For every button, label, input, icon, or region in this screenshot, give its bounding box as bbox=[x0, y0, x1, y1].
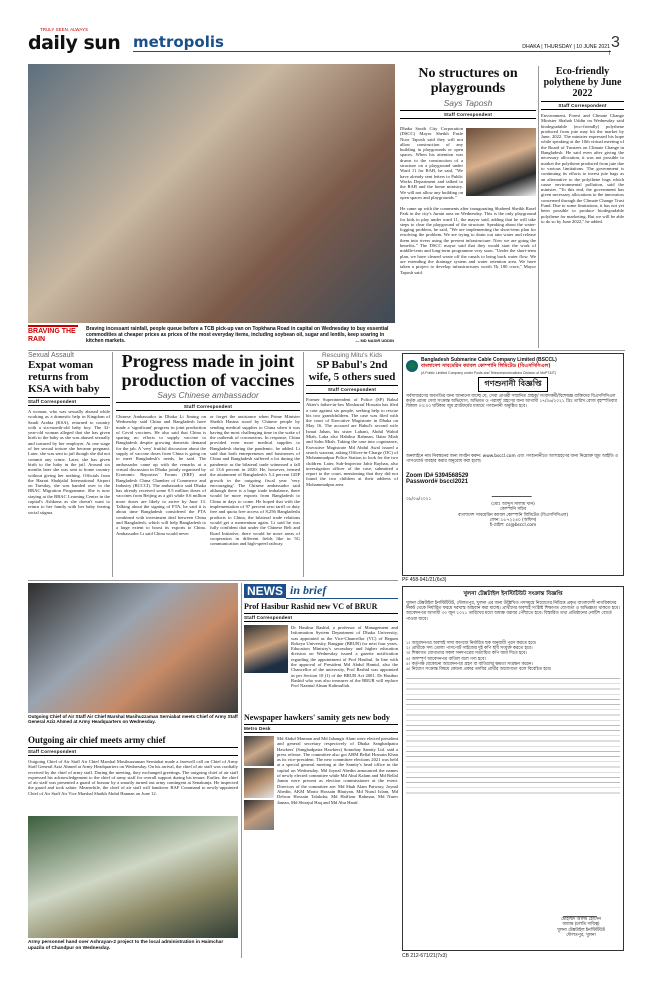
bsccl-ad bbox=[402, 353, 624, 576]
bsccl-signer-title: কোম্পানি সচিব bbox=[499, 507, 527, 513]
brief-label: in brief bbox=[286, 583, 398, 599]
airchief-caption: Outgoing Chief of Air Staff Air Chief Marshal Masihuzzaman Serniabat meets Chief of Army Staff General Aziz Ahmed at Army Headquarters on Wednesday. bbox=[28, 714, 238, 725]
expat-byline: Staff Correspondent bbox=[28, 397, 110, 406]
rescuing-headline: SP Babul's 2nd wife, 5 others sued bbox=[308, 359, 396, 383]
brief-item1-body: Dr Hasibur Rashid, a professor of Management and Information System Department of Dhaka University, was appointed as the Vice-Chancellor (VC) of Begum Rokeya University, Rangpur (BRUR) for next four years. Education Ministry's secondary and higher education division on Wednesday issued a gazette notification regarding the appointment of Prof Hasibul. In line with the approval of President Md Abdul Hamid, also the Chancellor of the university, Prof Rashid was appointed as per Section 10 (1) of the BRUR Act 2001. Dr Hasibur Rashid who was also treasurer of the BRUR will replace Prof Nazmul Ahsan Kalimullah. bbox=[291, 625, 398, 689]
masthead-logo bbox=[28, 32, 128, 54]
lead-photo-credit: — MD NASIR UDDIN bbox=[355, 338, 394, 343]
bsccl-zoom-id: Zoom ID# 5394568529 bbox=[406, 473, 469, 479]
expat-kicker: Sexual Assault bbox=[28, 352, 74, 359]
news-label: NEWS bbox=[244, 584, 286, 598]
bsccl-signer: (মোঃ আব্দুস সালাম খান) bbox=[491, 502, 535, 508]
airchief-body: Outgoing Chief of Air Staff Air Chief Marshal Masihuzzaman Serniabat made a farewell call on Chief of Army Staff General Aziz Ahmed at Army Headquarters on Wednesday. On his arrival, the chief of air staff was cordially received by the chief of army staff. During the meeting, they exchanged greetings. The outgoing chief of air staff expressed his acknowledgement to the chief of army staff for overall support during his tenure. Earlier, the chief of air staff was presented a guard of honour by a smartly turned out army contingent at Senakunja. He inspected the guard and took salute. Meanwhile, the chief of air staff will handover BAF Command to newly-appointed Chief of Air Staff Air Vice Marshal Shaikh Abdul Hannan on June 12. bbox=[28, 759, 238, 796]
textile-ad-item: ৬। নিয়োগ সংক্রান্ত বিষয়ে কোনো প্রকার তদবির প্রার্থীর অযোগ্যতা বলে বিবেচিত হবে। bbox=[406, 667, 552, 673]
textile-ad-filler bbox=[406, 675, 620, 795]
brief-item2-body: Md Abdul Mannan and Md Jahangir Alam were elected president and general secretary respectively of Dhaka Sangbadpatra Hawkers' (Sangbadpatra Hawkers) Somobay Samity Ltd. said a press release. The committee also got ABM Bellal Hossain Khan as its vice-president. The new committee elections 2021 was held at a special general meeting at the Samity's head office in the capital on Wednesday. Md Joynal Abedin announced the names of newly elected committee while Md Abul Kalam and Md Bellal Jamin were present as election commissioner at the event. Directors of the committee are: Md Shah Alam Patwary, Joynal Abedin, AKM Monir Hossain Bhuiyan, Md Nurul Islam, Md Delwar Hossain Talukdar, Md Haffizur Rahman, Md Nurer Jaman, Md Shirajul Haq and Md Abu Hanif. bbox=[277, 736, 398, 805]
textile-signature bbox=[563, 910, 600, 917]
airchief-story bbox=[28, 735, 238, 813]
section-title: metropolis bbox=[133, 33, 224, 51]
lead-kicker bbox=[28, 325, 78, 347]
rescuing-kicker: Rescuing Mitu's Kids bbox=[321, 352, 383, 359]
page-number: 3 bbox=[611, 34, 620, 51]
lead-photo-rain-queue bbox=[28, 64, 395, 323]
lead-caption bbox=[86, 326, 394, 348]
bsccl-email: ই-মেইল: cs@bsccl.com bbox=[489, 523, 537, 529]
brief-item2-byline: Metro Desk bbox=[244, 724, 398, 733]
textile-ad-item: ২। প্রার্থীকে সদ্য তোলা পাসপোর্ট সাইজের দুই কপি ছবি সংযুক্ত করতে হবে। bbox=[406, 646, 533, 652]
hasibur-photo bbox=[244, 625, 288, 673]
bsccl-date: ০৯/০৬/২০২১ bbox=[406, 497, 432, 502]
vaccine-col1: Chinese Ambassador in Dhaka Li Jiming on Wednesday said China and Bangladesh have made a 'significant' progress in joint production of Covid vaccines. He also said that China is sparing no efforts to supply vaccine to Bangladesh despite growing domestic demand for the jab. A 'very' fruitful discussion about the supply of vaccine doses from China is going on to meet Bangladesh's needs, he said. The ambassador came up with the remarks at a virtual discussion in Dhaka jointly organised by Economic Reporters' Forum (ERF) and Bangladesh China Chamber of Commerce and Industry (BCCCI). The ambassador said Dhaka has already received some 0.5 million doses of vaccines from Beijing as a gift while 0.6 million more doses are likely to arrive by June 13. Talking about the signing of FTA, he said it is about time Bangladesh considered the FTA combined with investment deal between China and Bangladesh, which will help Bangladesh to a large extent to boost its exports to China. Ambassador Li said China would never bbox=[116, 414, 206, 536]
lead-kicker-text: BRAVING THE RAIN bbox=[28, 328, 76, 343]
textile-signer: মোহাম্মদ আলম হোসেন bbox=[560, 917, 601, 923]
bsccl-phone: ফোন: ৮৮৭২২৪০ (অফিস) bbox=[489, 517, 537, 523]
textile-signer-title: অধ্যক্ষ (চলতি দায়িত্ব) bbox=[562, 922, 600, 928]
vaccine-byline: Staff Correspondent bbox=[116, 402, 300, 411]
news-brief bbox=[244, 583, 398, 958]
bsccl-signature bbox=[492, 489, 535, 497]
army-photo bbox=[28, 816, 238, 938]
mannan-photo bbox=[244, 736, 274, 766]
col-rule bbox=[538, 66, 539, 348]
bsccl-company: Bangladesh Submarine Cable Company Limited (BSCCL) bbox=[421, 357, 557, 363]
polythene-byline: Staff Correspondent bbox=[541, 101, 624, 110]
textile-ad-items bbox=[406, 641, 620, 672]
textile-ad bbox=[402, 586, 624, 951]
textile-ad-item: ৩। শিক্ষাগত যোগ্যতার সকল সনদপত্রের সত্যায়িত কপি জমা দিতে হবে। bbox=[406, 651, 527, 657]
rescuing-body: Former Superintendent of Police (SP) Babul Akter's father-in-law Mosharraf Hossain has filed a case against six people, seeking help to rescue his two grandchildren. The case was filed with the court of Executive Magistrate in Dhaka on May 16. The accused are Babul's second wife Ismat Jahan, his sister Labani, Abdul Wahid Miah, Laba also Habibur Rahman, Iktiar Miah and Sohu Miah. Taking the case into cognisance, Executive Magistrate Md Abdul Awal issued a search warrant, asking Officer-in-Charge (OC) of Mohammadpur Police Station to look for the two children. Later, Sub-Inspector Jahir Rayhan, also investigation officer of the case, submitted a report to the court, mentioning that they did not found the two children at their address of Mohammadpur area. bbox=[306, 397, 398, 487]
row-rule bbox=[28, 350, 625, 351]
expat-story bbox=[28, 352, 110, 577]
bsccl-password: Password# bsccl2021 bbox=[406, 479, 469, 485]
bsccl-notice-title: গণশুনানী বিজ্ঞপ্তি bbox=[478, 377, 548, 392]
row-rule bbox=[28, 580, 398, 581]
playground-col2: He came up with the comments after inaugurating Shaheed Sheikh Rasel Park in the city's Jurain area on Wednesday. This is the only playground for kids to play under ward 11, the mayor said, adding that he will take steps to clear the playground of the structure. Speaking about the water-logging problem, he said, "We are implementing the short-term plan for resolving the problem. We are trying to drain out rain water and release them into rivers using the present infrastructure. Now we are going the benefits." The DSCC mayor said that they would start the work of middle-term and long-term programme very soon. "Under the short-term plan, we have cleared waste off the canals to bring back water flow. We are extending the drainage system and water retention area. We have taken a project to develop infrastructures worth Tk 180 crore," Mayor Taposh said. bbox=[400, 206, 536, 275]
bellal-photo bbox=[244, 800, 274, 830]
taposh-photo bbox=[466, 128, 536, 196]
rescuing-byline: Staff Correspondent bbox=[306, 385, 398, 394]
edition-line: DHAKA | THURSDAY | 10 JUNE 2021 | bbox=[522, 44, 610, 56]
col-rule bbox=[112, 352, 113, 577]
bsccl-ref: PF 458-941/21(6x3) bbox=[402, 577, 447, 583]
airchief-photo bbox=[28, 583, 238, 713]
textile-ad-body: খুলনা টেক্সটাইল ইনস্টিটিউট, দৌলতপুর, খুলনা এর জন্য উল্লিখিত পদসমূহে নিয়োগের নিমিত্তে প্রকৃত বাংলাদেশী নাগরিকদের নিকট থেকে নির্ধারিত ফরমে দরখাস্ত আহবান করা যাচ্ছে। প্রার্থীদের অবশ্যই সংশ্লিষ্ট শিক্ষাগত যোগ্যতা ও অভিজ্ঞতা থাকতে হবে। আবেদনপত্র আগামী ৩০ জুন ২০২১ তারিখের মধ্যে অধ্যক্ষ বরাবর পৌঁছাতে হবে। বিস্তারিত তথ্য প্রতিষ্ঠানের নোটিশ বোর্ডে পাওয়া যাবে। bbox=[406, 601, 620, 622]
vaccine-headline: Progress made in joint production of vaccines bbox=[121, 351, 295, 390]
bsccl-subline: (A Public Limited Company under Posts and Telecommunications Division of MoPT&IT) bbox=[421, 371, 557, 375]
textile-ad-item: ৪। অসম্পূর্ণ আবেদনপত্র বাতিল বলে গণ্য হবে। bbox=[406, 656, 486, 662]
bsccl-body1: সর্বসাধারণের অবগতির জন্য জানানো যাচ্ছে যে, সেবা প্রাপ্তরী সম্মানিত গ্রাহক/ সংবাদকর্মী/বিশেষজ্ঞ ব্যক্তিদের বিএসসিসিএল কর্তৃক প্রদেয় সেবা সংক্রান্ত অভিযোগ, অভিমত ও পরামর্শ গ্রহণের জন্য আগামী ১৭/০৬/২০২১ খ্রিঃ তারিখ রোজ বৃহস্পতিবার বিকাল ০৩:০০ ঘটিকায় জুম প্ল্যাটফর্মের মাধ্যমে গণশুনানী অনুষ্ঠিত হবে। bbox=[406, 394, 617, 410]
polythene-story bbox=[541, 66, 624, 348]
vaccine-subhead: Says Chinese ambassador bbox=[157, 390, 259, 400]
textile-inst: খুলনা টেক্সটাইল ইনস্টিটিউট bbox=[556, 927, 605, 933]
airchief-byline: Staff Correspondent bbox=[28, 747, 238, 756]
rescuing-story bbox=[306, 352, 398, 577]
bsccl-company-bn: বাংলাদেশ সাবমেরিন ক্যাবল কোম্পানি লিমিটেড (বিএসসিসিএল) bbox=[421, 363, 551, 369]
bsccl-logo-icon bbox=[406, 360, 418, 372]
polythene-headline: Eco-friendly polythene by June 2022 bbox=[543, 66, 622, 99]
logo-text: daily sun bbox=[28, 32, 121, 54]
textile-ad-item: ৫। কর্তৃপক্ষ যেকোনো আবেদনপত্র গ্রহণ বা বাতিলের ক্ষমতা সংরক্ষণ করেন। bbox=[406, 661, 533, 667]
expat-body: A woman, who was sexually abused while working as a domestic help in Kingdom of Saudi Arabia (KSA), returned to country with a six-month-old baby boy. The 32-year-old woman alleged that she has given birth to the baby as she was abused sexually and tortured by her employer. At one stage of her sexual torture she became pregnant. Later, she was sent to jail though she did not commit any crime. Later, she has given birth to the baby in the jail. Around six months later she was sent to home country without giving her nothing. Officials from the Hazrat Shahjalal International Airport on Tuesday, she was handed over to the BRAC Migration Programme. She is now staying at the BRAC Learning Center in the capital's Ashkona as she doesn't want to return to her family with her baby fearing social stigma. bbox=[28, 409, 110, 515]
playground-headline: No structures on playgrounds bbox=[418, 66, 518, 96]
polythene-body: Environment, Forest and Climate Change Minister Shahab Uddin on Wednesday said biodegradable (eco-friendly) polythene produced from jute may hit the market by June, 2022. The minister expressed his hope while speaking at the 10th virtual meeting of the Board of Trustees on Climate Change in Bangladesh. He said even after giving the necessary allocation, it was not possible to market the polythene produced from jute due to various limitations. The government is continuing its efforts to invest jute bags as an alternative to the polythene bags which cause environmental pollution, said the minister. "To this end, the government has given necessary allocations to the innovators concerned through the Climate Change Trust Fund. Due to some limitations, it has not yet been possible to produce biodegradable polythene for marketing. But we will be able to do so by June 2022," he added. bbox=[541, 113, 624, 224]
playground-byline: Staff Correspondent bbox=[400, 110, 536, 119]
brief-item2-headline: Newspaper hawkers' samity gets new body bbox=[244, 713, 390, 722]
playground-subhead: Says Taposh bbox=[443, 98, 493, 108]
textile-ad-header: খুলনা টেক্সটাইল ইনস্টিটিউট সংক্রান্ত বিজ্ঞপ্তি bbox=[463, 591, 563, 597]
expat-headline: Expat woman returns from KSA with baby bbox=[28, 359, 100, 395]
col-rule bbox=[303, 352, 304, 577]
playground-col1: Dhaka South City Corporation (DSCC) Mayor Sheikh Fazle Noor Taposh said they will not allow construction of any building in playgrounds or open spaces. When his attention was drawn to the construction of a structure on a playground under Ward 11 for RAB, he said, "We have already sent letters to Public Works Department and talked to the RAB and the home ministry. We will not allow any building on open spaces and playgrounds." bbox=[400, 126, 463, 200]
masthead bbox=[0, 0, 650, 62]
brief-item1-headline: Prof Hasibur Rashid new VC of BRUR bbox=[244, 602, 378, 611]
army-caption: Army personnel hand over Ashrayan-2 project to the local administration in Haimchar upazila of Chandpur on Wednesday. bbox=[28, 940, 224, 951]
airchief-headline: Outgoing air chief meets army chief bbox=[28, 735, 166, 745]
bsccl-body2: অনলাইনে নাম নিবন্ধনের জন্য লগইন করুন: www.bsccl.com এবং গণশুনানীতে অংশগ্রহণের জন্য নিম্নোক্ত জুম আইডি ও পাসওয়ার্ড ব্যবহার করার অনুরোধ করা হলো। bbox=[406, 454, 619, 465]
logo-tagline: TRULY SEEN. ALWAYS bbox=[40, 27, 89, 32]
textile-place: দৌলতপুর, খুলনা bbox=[566, 932, 596, 938]
brief-item1-byline: Staff Correspondent bbox=[244, 613, 398, 622]
col-rule bbox=[241, 583, 242, 958]
jahangir-photo bbox=[244, 768, 274, 798]
vaccine-story bbox=[116, 352, 300, 577]
lead-caption-text: Braving incessant rainfall, people queue before a TCB pick-up van on Topkhana Road in capital on Wednesday to buy essential commodities at cheaper prices as prices of the most everyday items, including soybean oil, sugar and lentils, keep soaring in kitchen markets. bbox=[86, 326, 389, 344]
textile-ref: CB 212-671/21(7x3) bbox=[402, 953, 448, 959]
vaccine-col2: or forget the assistance when Prime Minister Sheikh Hasina stood by Chinese people by sending medical supplies to China when it was having the most challenging time in the wake of the outbreak of coronavirus. In response, China provided even more medical supplies to Bangladesh during the pandemic, he added. Li said that both entrepreneurs and businesses of China and Bangladesh suffered a lot during the pandemic as the bilateral trade witnessed a fall of 13.6 percent in 2020. He, however, termed the attainment of Bangladesh's 5.2 percent GDP growth in the outgoing fiscal year 'very encouraging'. The Chinese ambassador said although there is a huge trade imbalance, there would be more exports from Bangladesh to China in days to come. He hoped that with the implementation of 97 percent zero tariff or duty free and quota free access of 8,256 Bangladeshi products to China, the bilateral trade relations would get a momentum again. Li said he was fully confident that under the Chinese Belt and Road Initiative, there would be more areas of cooperation in different fields like in 5G communication and high-speed railway. bbox=[210, 414, 300, 547]
bsccl-org: বাংলাদেশ সাবমেরিন ক্যাবল কোম্পানি লিমিটেড (বিএসসিসিএল) bbox=[457, 512, 569, 518]
textile-ad-item: ১। আবেদনপত্র অবশ্যই সাদা কাগজে নির্ধারিত ছক অনুযায়ী পূরণ করতে হবে। bbox=[406, 641, 537, 646]
